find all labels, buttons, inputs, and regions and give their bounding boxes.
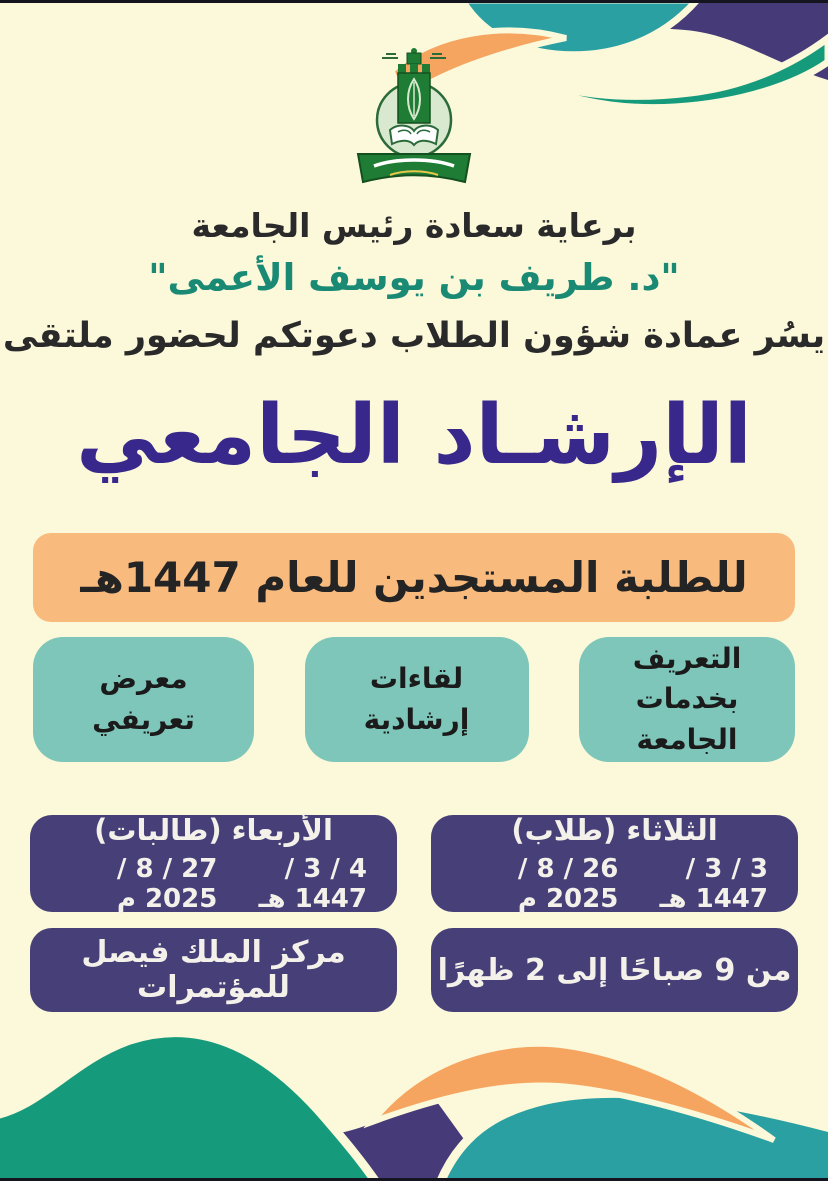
subtitle-banner-text: للطلبة المستجدين للعام 1447هـ (80, 553, 748, 602)
features-row (33, 637, 795, 762)
bottom-wave-green-hill (0, 1033, 380, 1181)
hijri-date: 4 / 3 / 1447 هـ (258, 854, 367, 914)
session-dates (431, 854, 798, 914)
university-logo (352, 46, 476, 188)
session-wednesday-female-students (30, 815, 397, 912)
session-day-label: الثلاثاء (طلاب) (511, 813, 718, 847)
gregorian-date: 26 / 8 / 2025 م (517, 854, 619, 914)
president-name: "د. طريف بن يوسف الأعمى" (148, 256, 680, 299)
top-border-line (0, 0, 828, 3)
details-row (30, 928, 798, 1012)
event-venue: مركز الملك فيصل للمؤتمرات (30, 928, 397, 1012)
event-title: الإرشـاد الجامعي (76, 388, 752, 483)
session-tuesday-male-students (431, 815, 798, 912)
hijri-date: 3 / 3 / 1447 هـ (659, 854, 768, 914)
bottom-wave-decoration (0, 1016, 828, 1181)
patronage-line: برعاية سعادة رئيس الجامعة (191, 206, 637, 245)
sessions-row (30, 815, 798, 912)
invitation-line: يسُر عمادة شؤون الطلاب دعوتكم لحضور ملتقى (2, 316, 826, 356)
logo-container (0, 46, 828, 188)
feature-guidance-meetings: لقاءات إرشادية (305, 637, 529, 762)
subtitle-banner (33, 533, 795, 622)
feature-university-services: التعريف بخدمات الجامعة (579, 637, 795, 762)
gregorian-date: 27 / 8 / 2025 م (116, 854, 218, 914)
event-time: من 9 صباحًا إلى 2 ظهرًا (431, 928, 798, 1012)
feature-intro-exhibition: معرض تعريفي (33, 637, 254, 762)
session-day-label: الأربعاء (طالبات) (94, 813, 333, 847)
session-dates (30, 854, 397, 914)
